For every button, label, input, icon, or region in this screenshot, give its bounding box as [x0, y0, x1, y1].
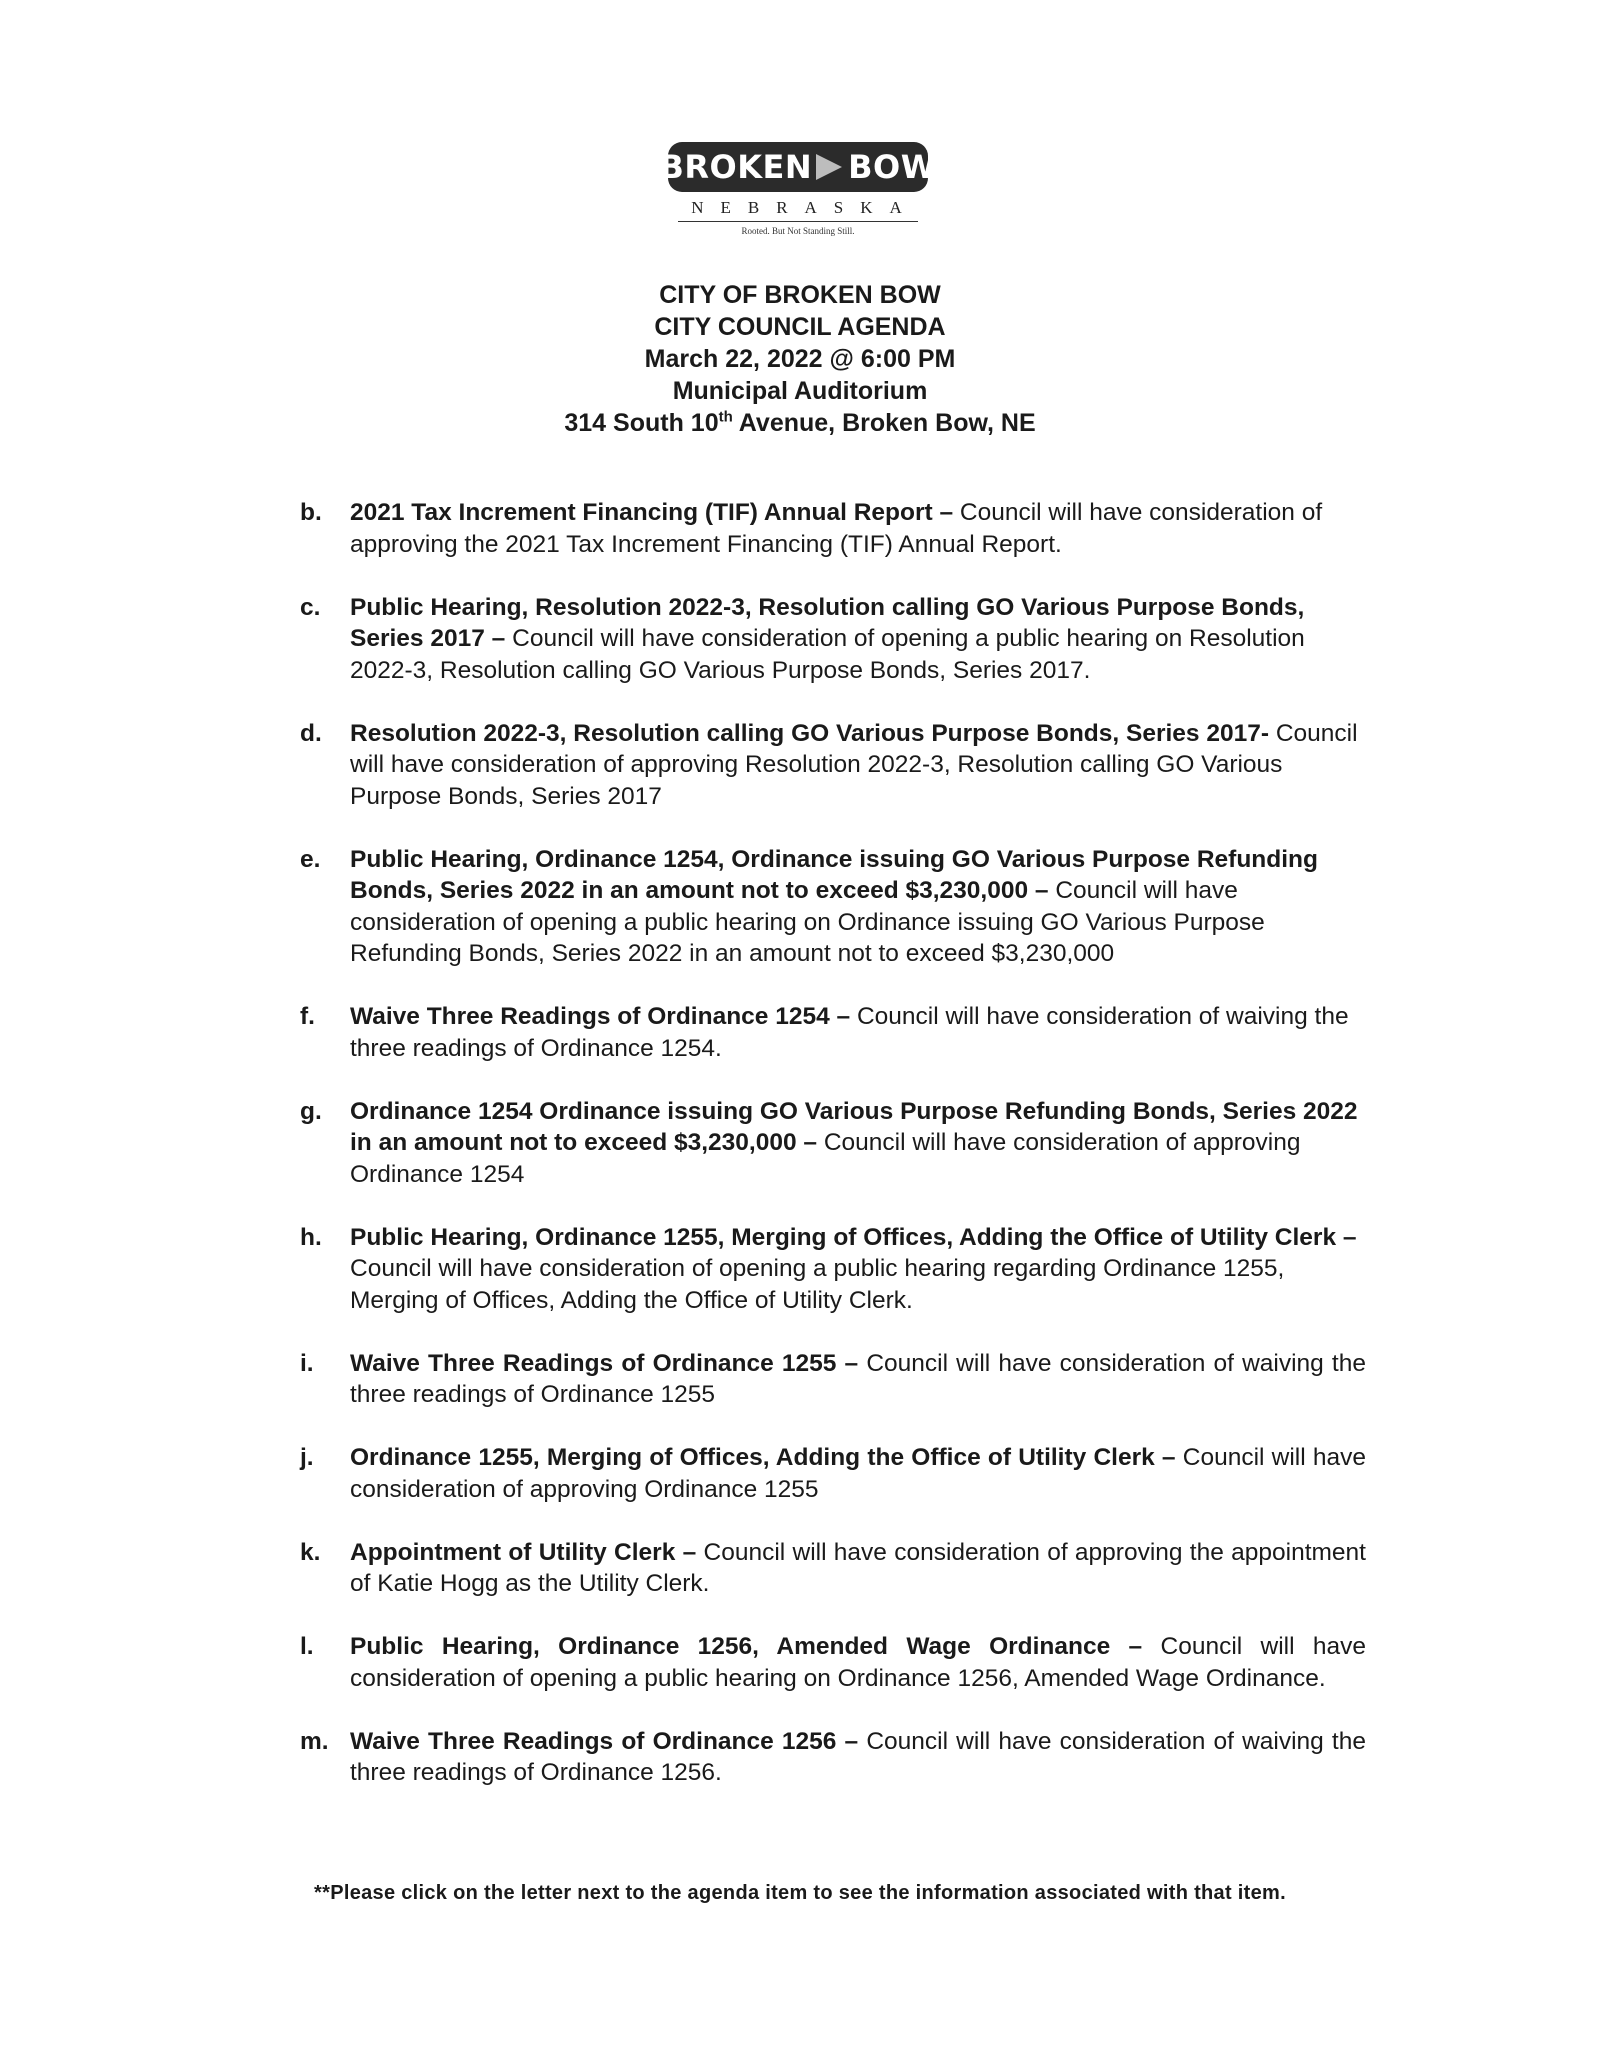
agenda-item-title: Public Hearing, Ordinance 1256, Amended Wage Ordinance –: [350, 1633, 1143, 1660]
agenda-item: [300, 1537, 1366, 1600]
agenda-item-letter[interactable]: d.: [300, 719, 322, 747]
city-logo: [659, 142, 937, 236]
agenda-item: [300, 1096, 1366, 1191]
logo-name-right: BOW: [848, 148, 937, 186]
logo-tagline: Rooted. But Not Standing Still.: [741, 226, 855, 236]
agenda-item-description: Council will have consideration of approving the appointment of Katie Hogg as the Utility Clerk.: [350, 1538, 1366, 1597]
agenda-item-letter[interactable]: j.: [300, 1444, 314, 1471]
agenda-item-title: Ordinance 1254 Ordinance issuing GO Various Purpose Refunding Bonds, Series 2022 in an amount not to exceed $3,230,000 –: [350, 1097, 1358, 1156]
agenda-item-letter[interactable]: f.: [300, 1003, 315, 1030]
agenda-item-title: Appointment of Utility Clerk –: [350, 1538, 697, 1566]
agenda-item: [300, 592, 1366, 687]
agenda-item-title: Waive Three Readings of Ordinance 1256 –: [350, 1727, 859, 1755]
agenda-item: [300, 1348, 1366, 1411]
agenda-item: [300, 1001, 1366, 1064]
agenda-item-description: Council will have consideration of opening a public hearing regarding Ordinance 1255, Merging of Offices, Adding the Office of Utility Clerk.: [350, 1255, 1285, 1314]
agenda-item: [300, 497, 1366, 560]
logo-badge: [659, 142, 937, 192]
agenda-item-description: Council will have consideration of waiving the three readings of Ordinance 1255: [350, 1349, 1366, 1408]
agenda-item-title: Resolution 2022-3, Resolution calling GO Various Purpose Bonds, Series 2017-: [350, 719, 1270, 747]
agenda-item-title: Public Hearing, Resolution 2022-3, Resolution calling GO Various Purpose Bonds, Series 2017 –: [350, 593, 1305, 652]
agenda-item-description: Council will have consideration of approving the 2021 Tax Increment Financing (TIF) Annual Report.: [350, 499, 1323, 558]
header-venue: Municipal Auditorium: [672, 377, 928, 405]
agenda-item: [300, 1222, 1366, 1317]
agenda-item-description: Council will have consideration of approving Resolution 2022-3, Resolution calling GO Various Purpose Bonds, Series 2017: [350, 719, 1358, 810]
agenda-list: [300, 497, 1366, 1820]
address-ordinal: th: [718, 408, 733, 426]
agenda-item-description: Council will have consideration of opening a public hearing on Resolution 2022-3, Resolution calling GO Various Purpose Bonds, Series 2017.: [350, 625, 1305, 684]
agenda-item-title: Public Hearing, Ordinance 1255, Merging of Offices, Adding the Office of Utility Clerk –: [350, 1223, 1357, 1251]
agenda-item-title: Public Hearing, Ordinance 1254, Ordinance issuing GO Various Purpose Refunding Bonds, Series 2022 in an amount not to exceed $3,230,000 –: [350, 845, 1318, 904]
agenda-item-letter[interactable]: m.: [300, 1727, 329, 1755]
agenda-item-letter[interactable]: c.: [300, 593, 321, 621]
agenda-item-title: Waive Three Readings of Ordinance 1254 –: [350, 1003, 851, 1030]
address-city: Avenue, Broken Bow, NE: [732, 409, 1036, 437]
agenda-item-title: 2021 Tax Increment Financing (TIF) Annual Report –: [350, 499, 954, 526]
logo-divider: [678, 221, 918, 222]
agenda-item: [300, 1442, 1366, 1505]
agenda-item: [300, 718, 1366, 813]
agenda-item-letter[interactable]: l.: [300, 1633, 314, 1660]
header-city: CITY OF BROKEN BOW: [659, 281, 941, 309]
agenda-item: [300, 1631, 1366, 1694]
agenda-item-letter[interactable]: b.: [300, 499, 322, 526]
header-address: [0, 407, 1600, 439]
agenda-item-description: Council will have consideration of approving Ordinance 1255: [350, 1444, 1366, 1503]
agenda-item: [300, 844, 1366, 970]
agenda-item-description: Council will have consideration of waiving the three readings of Ordinance 1254.: [350, 1003, 1349, 1062]
footnote: **Please click on the letter next to the agenda item to see the information associated with that item.: [314, 1882, 1286, 1904]
logo-arrow-icon: [816, 154, 842, 180]
agenda-item-letter[interactable]: h.: [300, 1223, 322, 1251]
agenda-item-description: Council will have consideration of approving Ordinance 1254: [350, 1129, 1301, 1188]
agenda-item-letter[interactable]: e.: [300, 845, 321, 873]
agenda-item-description: Council will have consideration of waiving the three readings of Ordinance 1256.: [350, 1727, 1366, 1786]
agenda-item-description: Council will have consideration of opening a public hearing on Ordinance issuing GO Various Purpose Refunding Bonds, Series 2022 in an amount not to exceed $3,230,000: [350, 877, 1265, 967]
agenda-item-letter[interactable]: g.: [300, 1097, 322, 1125]
agenda-item-description: Council will have consideration of opening a public hearing on Ordinance 1256, Amended Wage Ordinance.: [350, 1633, 1366, 1692]
logo-name-left: BROKEN: [659, 148, 813, 186]
logo-state: NEBRASKA: [691, 198, 919, 217]
agenda-item-letter[interactable]: i.: [300, 1349, 314, 1377]
header-date: March 22, 2022 @ 6:00 PM: [644, 345, 956, 373]
agenda-header: [0, 279, 1600, 439]
address-street: 314 South 10: [564, 409, 719, 437]
header-title: CITY COUNCIL AGENDA: [654, 313, 946, 341]
agenda-item-title: Ordinance 1255, Merging of Offices, Adding the Office of Utility Clerk –: [350, 1444, 1176, 1471]
agenda-item: [300, 1726, 1366, 1789]
agenda-item-title: Waive Three Readings of Ordinance 1255 –: [350, 1349, 859, 1377]
agenda-item-letter[interactable]: k.: [300, 1538, 321, 1566]
